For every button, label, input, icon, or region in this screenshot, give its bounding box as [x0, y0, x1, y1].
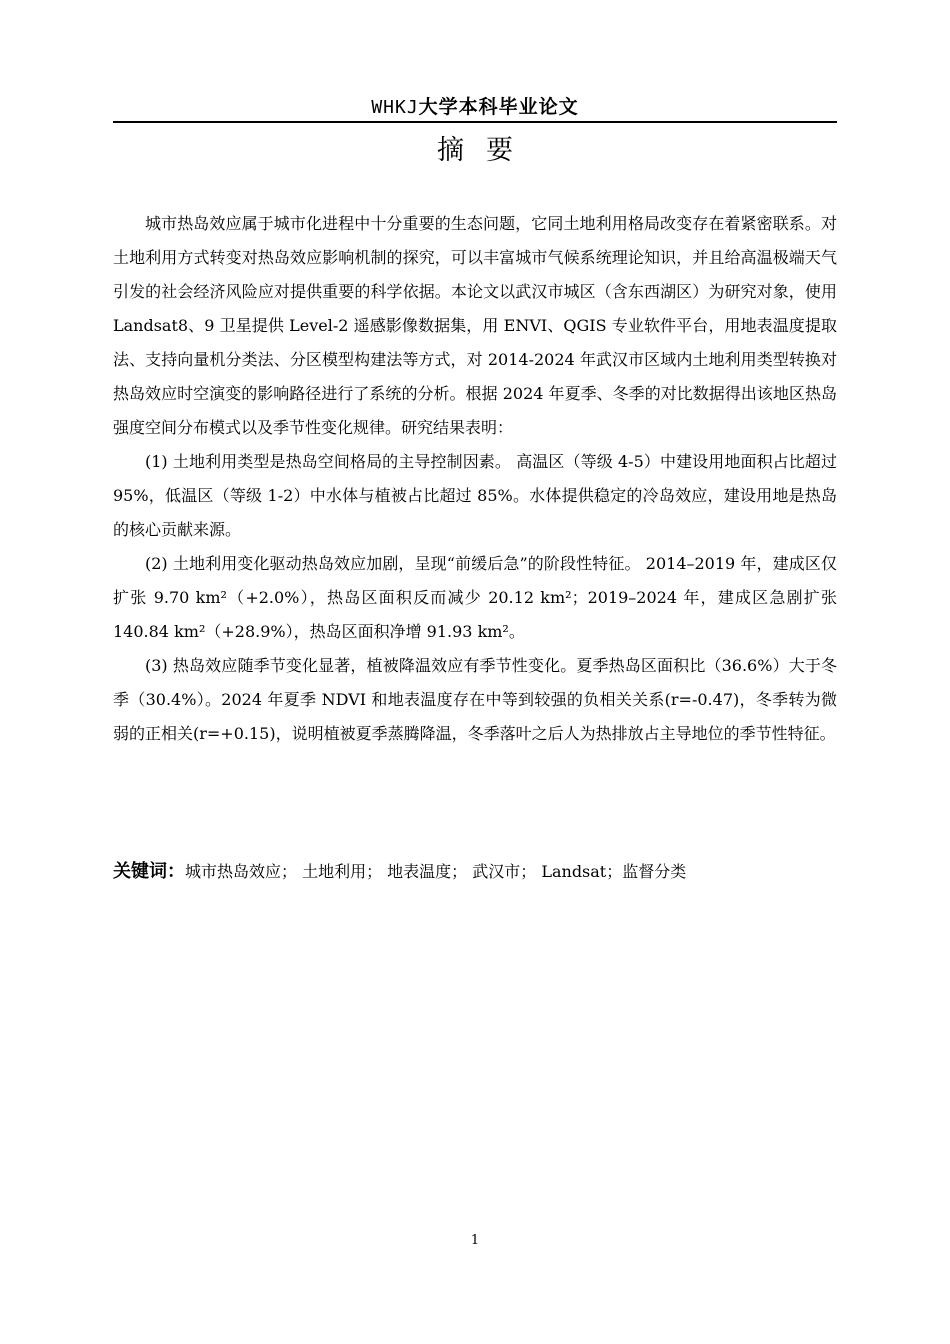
abstract-paragraph-finding-2: (2) 土地利用变化驱动热岛效应加剧，呈现“前缓后急”的阶段性特征。 2014–2019 年，建成区仅扩张 9.70 km²（+2.0%），热岛区面积反而减少 20.12 km²；2019–2024 年，建成区急剧扩张 140.84 km²（+28.9%），热岛区面积净增 91.93 km²。 — [113, 554, 837, 641]
running-header — [113, 94, 837, 120]
keywords-line — [113, 856, 837, 888]
abstract-paragraph-intro: 城市热岛效应属于城市化进程中十分重要的生态问题，它同土地利用格局改变存在着紧密联系。对土地利用方式转变对热岛效应影响机制的探究，可以丰富城市气候系统理论知识，并且给高温极端天气引发的社会经济风险应对提供重要的科学依据。本论文以武汉市城区（含东西湖区）为研究对象，使用 Landsat8、9 卫星提供 Level-2 遥感影像数据集，用 ENVI、QGIS 专业软件平台，用地表温度提取法、支持向量机分类法、分区模型构建法等方式，对 2014-2024 年武汉市区域内土地利用类型转换对热岛效应时空演变的影响路径进行了系统的分析。根据 2024 年夏季、冬季的对比数据得出该地区热岛强度空间分布模式以及季节性变化规律。研究结果表明： — [113, 214, 837, 437]
header-title: 大学本科毕业论文 — [418, 96, 579, 118]
abstract-paragraph-finding-3: (3) 热岛效应随季节变化显著，植被降温效应有季节性变化。夏季热岛区面积比（36.6%）大于冬季（30.4%）。2024 年夏季 NDVI 和地表温度存在中等到较强的负相关关系(r=-0.47)，冬季转为微弱的正相关(r=+0.15)，说明植被夏季蒸腾降温，冬季落叶之后人为热排放占主导地位的季节性特征。 — [113, 656, 837, 743]
header-code: WHKJ — [371, 97, 419, 118]
keywords-list: 城市热岛效应； 土地利用； 地表温度； 武汉市； Landsat；监督分类 — [185, 862, 687, 881]
abstract-title: 摘要 — [437, 135, 535, 166]
abstract-body — [113, 207, 837, 751]
abstract-paragraph-finding-1: (1) 土地利用类型是热岛空间格局的主导控制因素。 高温区（等级 4-5）中建设用地面积占比超过 95%，低温区（等级 1-2）中水体与植被占比超过 85%。水体提供稳定的冷岛效应，建设用地是热岛的核心贡献来源。 — [113, 452, 837, 539]
page-number: 1 — [470, 1233, 480, 1248]
header-rule — [113, 121, 837, 123]
keywords-label: 关键词： — [113, 861, 185, 882]
